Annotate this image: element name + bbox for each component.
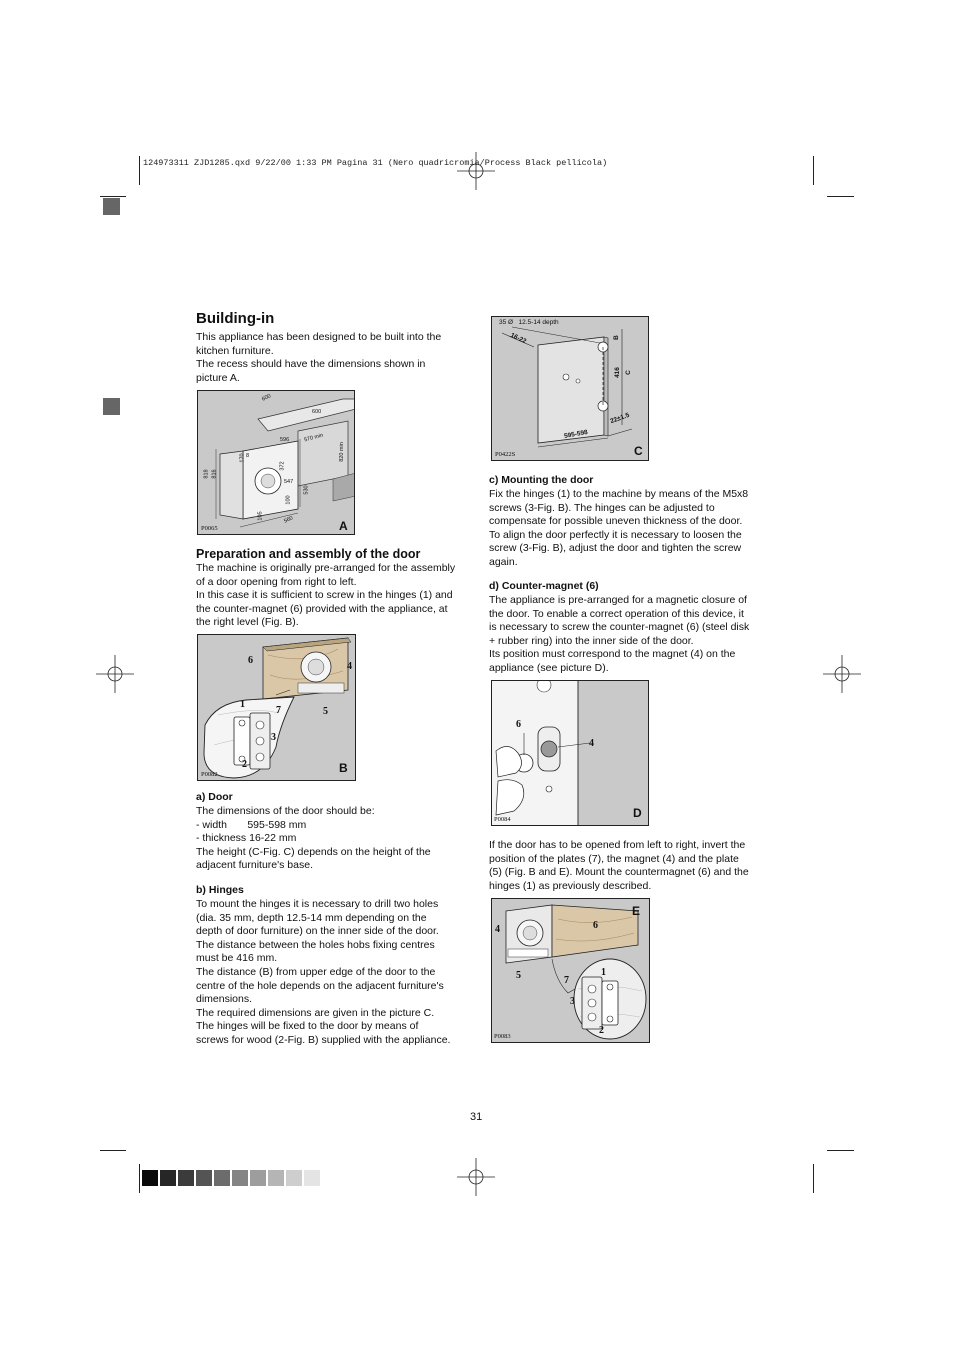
- figure-letter: C: [634, 444, 643, 458]
- dimension-label: 100: [285, 495, 292, 505]
- dimension-label: 105: [257, 511, 264, 521]
- callout-5: 5: [516, 970, 521, 981]
- preparation-paragraph: The machine is originally pre-arranged for the assembly of a door opening from right to left. In this case it is sufficient to screw in the hinges (1) and the counter-magnet (6) provided with the appliance, at the right level (Fig. B).: [196, 562, 456, 629]
- file-slug: 124973311 ZJD1285.qxd 9/22/00 1:33 PM Pagina 31 (Nero quadricromia/Process Black pellicola): [143, 158, 608, 168]
- section-heading-door: a) Door: [196, 791, 233, 803]
- figure-d-counter-magnet: [491, 680, 649, 826]
- section-heading-preparation: Preparation and assembly of the door: [196, 547, 421, 561]
- dimension-label: C: [624, 370, 632, 375]
- dimension-label: 530: [303, 485, 310, 495]
- dimension-label: 8: [246, 453, 250, 459]
- figure-letter: D: [633, 806, 642, 820]
- callout-7: 7: [276, 705, 281, 716]
- dimension-label: 547: [284, 479, 294, 485]
- registration-target-icon: [823, 655, 861, 693]
- page-number: 31: [470, 1111, 483, 1123]
- color-swatch: [142, 1170, 158, 1186]
- figure-code: P0082: [201, 771, 218, 778]
- color-swatch: [178, 1170, 194, 1186]
- figure-a-recess-dimensions: [197, 390, 355, 535]
- callout-4: 4: [495, 924, 500, 935]
- callout-1: 1: [601, 967, 606, 978]
- callout-2: 2: [242, 759, 247, 770]
- crop-mark: [813, 156, 814, 185]
- hinges-paragraph: To mount the hinges it is necessary to drill two holes (dia. 35 mm, depth 12.5-14 mm depending on the depth of door furniture) on the inner side of the door. The distance between the holes hobs fixing centres must be 416 mm. The distance (B) from upper edge of the door to the centre of the hole depends on the adjacent furniture's dimensions. The required dimensions are given in the picture C. The hinges will be fixed to the door by means of screws for wood (2-Fig. B) supplied with the appliance.: [196, 898, 451, 1046]
- figure-code: P0084: [494, 816, 511, 823]
- callout-5: 5: [323, 706, 328, 717]
- color-swatch: [268, 1170, 284, 1186]
- figure-code: P0065: [201, 525, 218, 532]
- door-paragraph: The dimensions of the door should be: - width 595-598 mm - thickness 16-22 mm The height (C-Fig. C) depends on the height of the adjacent furniture's base.: [196, 805, 431, 872]
- recess-diagram: [198, 391, 355, 535]
- dimension-label: 595-598: [563, 428, 589, 441]
- callout-4: 4: [347, 661, 352, 672]
- callout-6: 6: [248, 655, 253, 666]
- dimension-label: 818: [203, 469, 210, 479]
- callout-3: 3: [271, 732, 276, 743]
- callout-7: 7: [564, 975, 569, 986]
- dimension-label: 570 min: [303, 432, 325, 444]
- dimension-label: B: [612, 335, 620, 340]
- registration-target-icon: [457, 152, 495, 190]
- registration-target-icon: [96, 655, 134, 693]
- callout-2: 2: [599, 1025, 604, 1036]
- color-swatch: [214, 1170, 230, 1186]
- crop-mark: [813, 1164, 814, 1193]
- section-heading-hinges: b) Hinges: [196, 884, 244, 896]
- dimension-label: 600: [312, 409, 322, 415]
- dimension-label: 170: [239, 453, 246, 463]
- crop-mark: [139, 156, 140, 185]
- color-swatch: [160, 1170, 176, 1186]
- figure-letter: A: [339, 519, 348, 533]
- dimension-label: 816: [211, 469, 218, 479]
- registration-square: [103, 198, 120, 215]
- figure-letter: B: [339, 761, 348, 775]
- page-title: Building-in: [196, 310, 275, 327]
- color-swatch: [196, 1170, 212, 1186]
- crop-mark: [827, 196, 854, 197]
- figure-letter: E: [632, 904, 641, 918]
- dimension-label: 416: [613, 367, 621, 378]
- callout-3: 3: [570, 996, 575, 1007]
- dimension-label: 596: [280, 437, 290, 443]
- color-swatch: [232, 1170, 248, 1186]
- figure-code: P0083: [494, 1033, 511, 1040]
- registration-square: [103, 398, 120, 415]
- color-swatch: [250, 1170, 266, 1186]
- callout-6: 6: [516, 719, 521, 730]
- crop-mark: [100, 1150, 126, 1151]
- callout-1: 1: [240, 699, 245, 710]
- top-dimension-label: 35 Ø 12.5-14 depth: [499, 319, 559, 326]
- counter-magnet-diagram: [492, 681, 649, 826]
- dimension-label: 372: [279, 461, 286, 471]
- callout-4: 4: [589, 738, 594, 749]
- invert-paragraph: If the door has to be opened from left to right, invert the position of the plates (7), the magnet (4) and the plate (5) (Fig. B and E). Mount the countermagnet (6) and the hinges (1) as previously described.: [489, 839, 749, 892]
- intro-paragraph: This appliance has been designed to be built into the kitchen furniture. The recess should have the dimensions shown in picture A.: [196, 331, 442, 384]
- crop-mark: [827, 1150, 854, 1151]
- dimension-label: 16-22: [509, 331, 528, 346]
- mounting-paragraph: Fix the hinges (1) to the machine by means of the M5x8 screws (3-Fig. B). The hinges can be adjusted to compensate for possible uneven thickness of the door. To align the door perfectly it is necessary to loosen the screw (3-Fig. B), adjust the door and tighten the screw again.: [489, 488, 749, 568]
- dimension-label: 22±1.5: [609, 411, 631, 426]
- section-heading-counter-magnet: d) Counter-magnet (6): [489, 580, 599, 592]
- registration-target-icon: [457, 1158, 495, 1196]
- section-heading-mounting: c) Mounting the door: [489, 474, 594, 486]
- counter-magnet-paragraph: The appliance is pre-arranged for a magnetic closure of the door. To enable a correct operation of this device, it is necessary to screw the counter-magnet (6) (steel disk + rubber ring) into the inner side of the door. Its position must correspond to the magnet (4) on the appliance (see picture D).: [489, 594, 750, 674]
- dimension-label: 820 min: [338, 442, 345, 462]
- figure-c-door-dimensions: [491, 316, 649, 461]
- crop-mark: [139, 1164, 140, 1193]
- crop-mark: [100, 196, 126, 197]
- figure-code: P0422S: [495, 451, 516, 458]
- dimension-label: 600: [261, 393, 273, 403]
- callout-6: 6: [593, 920, 598, 931]
- figure-b-hinges: [197, 634, 356, 781]
- color-swatch: [286, 1170, 302, 1186]
- color-swatch: [304, 1170, 320, 1186]
- dimension-label: 560: [283, 515, 295, 525]
- figure-e-left-to-right-opening: [491, 898, 650, 1043]
